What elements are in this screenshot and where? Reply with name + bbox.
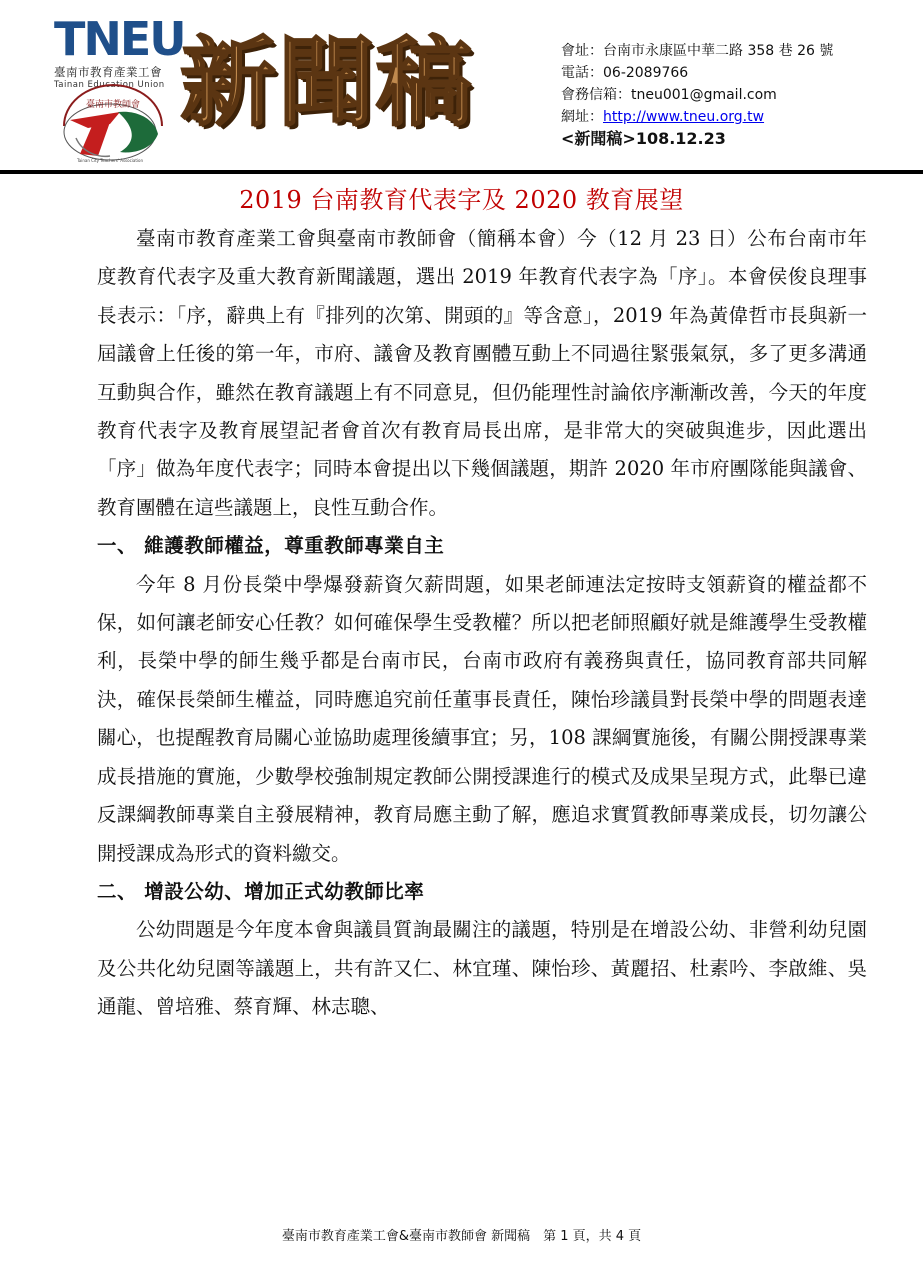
article-title: 2019 台南教育代表字及 2020 教育展望	[239, 186, 684, 214]
logo-en: Tainan Education Union	[54, 80, 165, 90]
logo-cn: 臺南市教育產業工會	[54, 65, 162, 79]
phone: 電話：06-2089766	[561, 65, 689, 81]
section-1-paragraph: 今年 8 月份長榮中學爆發薪資欠薪問題，如果老師連法定按時支領薪資的權益都不保，如何讓老師安心任教？如何確保學生受教權？所以把老師照顧好就是維護學生受教權利，長榮中學的師生幾乎都是台南市民，台南市政府有義務與責任，協同教育部共同解決，確保長榮師生權益，同時應追究前任董事長責任，陳怡珍議員對長榮中學的問題表達關心，也提醒教育局關心並協助處理後續事宜；另，108 課綱實施後，有關公開授課專業成長措施的實施，少數學校強制規定教師公開授課進行的模式及成果呈現方式，此舉已違反課綱教師專業自主發展精神，教育局應主動了解，應追求實質教師專業成長，切勿讓公開授課成為形式的資料繳交。	[97, 572, 867, 865]
page-footer: 臺南市教育產業工會&臺南市教師會 新聞稿 第 1 頁，共 4 頁	[281, 1229, 642, 1244]
website-label: 網址：	[561, 109, 603, 125]
section-2-paragraph: 公幼問題是今年度本會與議員質詢最關注的議題，特別是在增設公幼、非營利幼兒園及公共化幼兒園等議題上，共有許又仁、林宜瑾、陳怡珍、黃麗招、杜素吟、李啟維、吳通龍、曾培雅、蔡育輝、林志聰、	[97, 918, 867, 1019]
intro-paragraph: 臺南市教育產業工會與臺南市教師會（簡稱本會）今（12 月 23 日）公布台南市年度教育代表字及重大教育新聞議題，選出 2019 年教育代表字為「序」。本會侯俊良理事長表示：「序，辭典上有『排列的次第、開頭的』等含意」，2019 年為黃偉哲市長與新一屆議會上任後的第一年，市府、議會及教育團體互動上不同過往緊張氣氛，多了更多溝通互動與合作，雖然在教育議題上有不同意見，但仍能理性討論依序漸漸改善，今天的年度教育代表字及教育展望記者會首次有教育局長出席，是非常大的突破與進步，因此選出「序」做為年度代表字；同時本會提出以下幾個議題，期許 2020 年市府團隊能與議會、教育團體在這些議題上，良性互動合作。	[97, 227, 867, 519]
address: 會址：台南市永康區中華二路 358 巷 26 號	[561, 43, 834, 59]
tneu-logo	[54, 12, 185, 90]
header-divider	[0, 170, 923, 174]
article-body	[97, 220, 867, 1027]
logo-text: TNEU	[54, 12, 185, 66]
website-link[interactable]: http://www.tneu.org.tw	[603, 109, 765, 125]
emblem-text: 臺南市教師會	[85, 100, 141, 110]
contact-block	[561, 40, 833, 150]
section-1-heading: 一、 維護教師權益，尊重教師專業自主	[97, 534, 445, 558]
website-line	[561, 106, 833, 128]
teachers-association-emblem-icon	[58, 82, 168, 164]
press-release-title: 新聞稿	[180, 27, 474, 139]
email: 會務信箱：tneu001@gmail.com	[561, 87, 777, 103]
section-2-heading: 二、 增設公幼、增加正式幼教師比率	[97, 879, 425, 903]
letterhead	[0, 0, 923, 175]
emblem-en: Tainan City Teachers' Association	[77, 158, 143, 163]
release-date: <新聞稿>108.12.23	[561, 129, 726, 148]
